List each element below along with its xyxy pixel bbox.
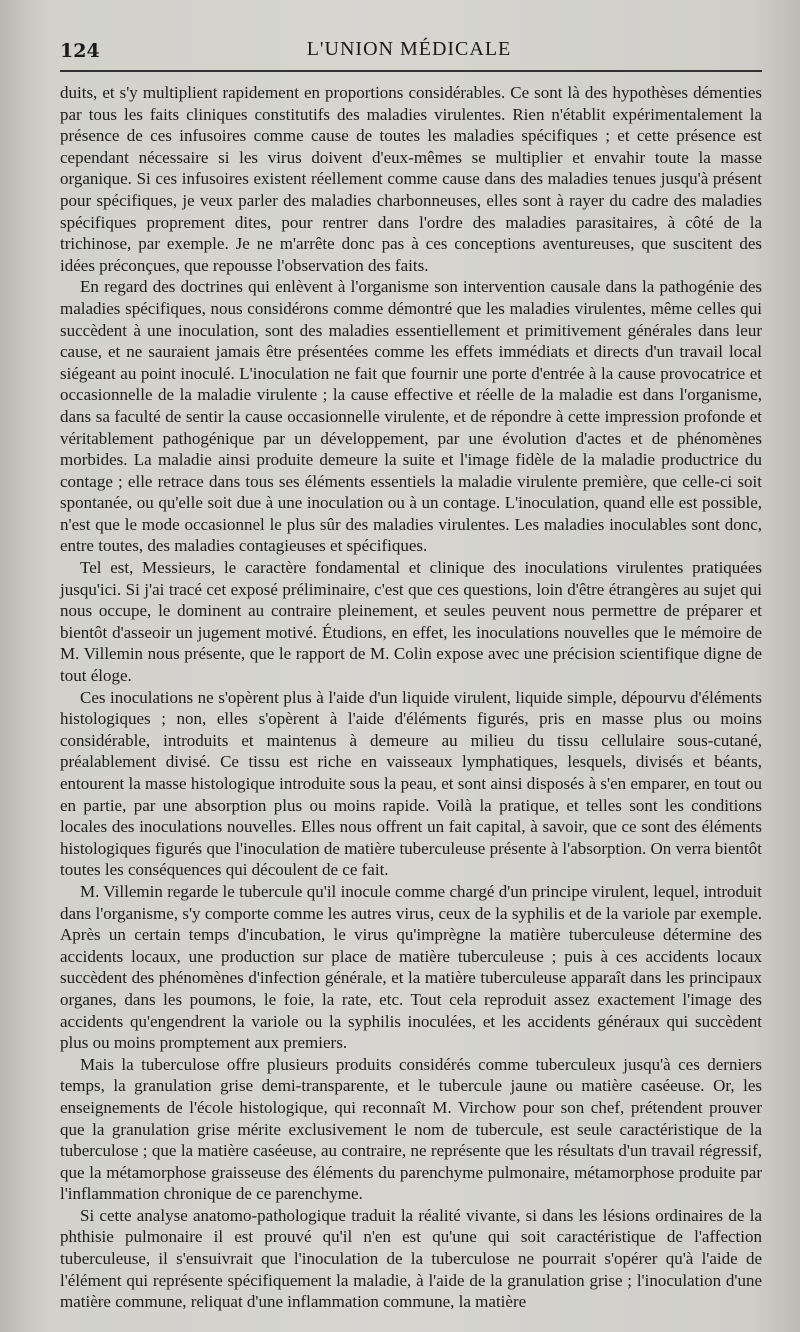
page-header: [58, 34, 760, 68]
paragraph: Si cette analyse anatomo-pathologique traduit la réalité vivante, si dans les lésions ordinaires de la phthisie pulmonaire il est prouvé qu'il n'en est qu'une qui soit caractéristique de l'affection tuberculeuse, il s'ensuivrait que l'inoculation de la tuberculose ne pourrait s'opérer qu'à l'aide de l'élément qui représente spécifiquement la maladie, à l'aide de la granulation grise ; l'inoculation d'une matière commune, reliquat d'une inflammation commune, la matière: [60, 1205, 762, 1312]
paragraph: duits, et s'y multiplient rapidement en proportions considérables. Ce sont là des hypothèses démenties par tous les faits cliniques constitutifs des maladies virulentes. Rien n'établit expérimentalement la présence de ces infusoires comme cause de toutes les maladies spécifiques ; et cette présence est cependant nécessaire si les virus doivent d'eux-mêmes se multiplier et envahir toute la masse organique. Si ces infusoires existent réellement comme cause dans des maladies tenues jusqu'à présent pour spécifiques, je veux parler des maladies charbonneuses, elles sont à rayer du cadre des maladies spécifiques proprement dites, pour rentrer dans l'ordre des maladies parasitaires, à côté de la trichinose, par exemple. Je ne m'arrête donc pas à ces conceptions aventureuses, que suscitent des idées préconçues, que repousse l'observation des faits.: [60, 83, 762, 275]
running-title: L'UNION MÉDICALE: [306, 38, 512, 60]
page-number: 124: [60, 40, 100, 62]
paragraph: Ces inoculations ne s'opèrent plus à l'aide d'un liquide virulent, liquide simple, dépourvu d'éléments histologiques ; non, elles s'opèrent à l'aide d'éléments figurés, pris en masse plus ou moins considérable, introduits et maintenus à demeure au milieu du tissu cellulaire sous-cutané, préalablement divisé. Ce tissu est riche en vaisseaux lymphatiques, lesquels, divisés et béants, entourent la masse histologique introduite sous la peau, et sont ainsi disposés à s'en emparer, en tout ou en partie, par une absorption plus ou moins rapide. Voilà la pratique, et telles sont les conditions locales des inoculations nouvelles. Elles nous offrent un fait capital, à savoir, que ce sont des éléments histologiques figurés que l'inoculation de matière tuberculeuse présente à l'absorption. On verra bientôt toutes les conséquences qui découlent de ce fait.: [60, 687, 762, 880]
body-text: [60, 82, 762, 1313]
paragraph: Mais la tuberculose offre plusieurs produits considérés comme tuberculeux jusqu'à ces derniers temps, la granulation grise demi-transparente, et le tubercule jaune ou matière caséeuse. Or, les enseignements de l'école histologique, qui reconnaît M. Virchow pour son chef, prétendent prouver que la granulation grise mérite exclusivement le nom de tubercule, est seule caractéristique de la tuberculose ; que la matière caséeuse, au contraire, ne représente que les résultats d'un travail régressif, que la métamorphose graisseuse des éléments du parenchyme pulmonaire, métamorphose produite par l'inflammation chronique de ce parenchyme.: [60, 1054, 762, 1204]
paragraph: Tel est, Messieurs, le caractère fondamental et clinique des inoculations virulentes pratiquées jusqu'ici. Si j'ai tracé cet exposé préliminaire, c'est que ces questions, loin d'être étrangères au sujet qui nous occupe, le dominent au contraire pleinement, et seules peuvent nous permettre de préparer et bientôt d'asseoir un jugement motivé. Étudions, en effet, les inoculations nouvelles que le mémoire de M. Villemin nous présente, que le rapport de M. Colin expose avec une précision scientifique digne de tout éloge.: [60, 558, 762, 686]
paragraph: M. Villemin regarde le tubercule qu'il inocule comme chargé d'un principe virulent, lequel, introduit dans l'organisme, s'y comporte comme les autres virus, ceux de la syphilis et de la variole par exemple. Après un certain temps d'incubation, le virus qu'imprègne la matière tuberculeuse détermine des accidents locaux, une production sur place de matière tuberculeuse ; puis à ces accidents locaux succèdent des phénomènes d'infection générale, et la matière tuberculeuse apparaît dans les principaux organes, dans les poumons, le foie, la rate, etc. Tout cela reproduit assez exactement l'image des accidents qu'engendrent la variole ou la syphilis inoculées, et les accidents généraux qui succèdent plus ou moins promptement aux premiers.: [60, 881, 762, 1053]
paragraph: En regard des doctrines qui enlèvent à l'organisme son intervention causale dans la pathogénie des maladies spécifiques, nous considérons comme démontré que les maladies virulentes, même celles qui succèdent à une inoculation, sont des maladies essentiellement et primitivement générales dans leur cause, et ne sauraient jamais être présentées comme les effets immédiats et directs d'un travail local siégeant au point inoculé. L'inoculation ne fait que fournir une porte d'entrée à la cause provocatrice et occasionnelle de la maladie virulente ; la cause effective et réelle de la maladie est dans l'organisme, dans sa faculté de sentir la cause occasionnelle virulente, et de répondre à cette impression profonde et véritablement pathogénique par un développement, par une évolution d'actes et de phénomènes morbides. La maladie ainsi produite demeure la suite et l'image fidèle de la maladie productrice du contage ; elle retrace dans tous ses éléments essentiels la maladie virulente première, que celle-ci soit spontanée, ou qu'elle soit due à une inoculation ou à un contage. L'inoculation, quand elle est possible, n'est que le mode occasionnel le plus sûr des maladies virulentes. Les maladies inoculables sont donc, entre toutes, des maladies contagieuses et spécifiques.: [60, 277, 762, 556]
header-rule: [60, 70, 762, 72]
